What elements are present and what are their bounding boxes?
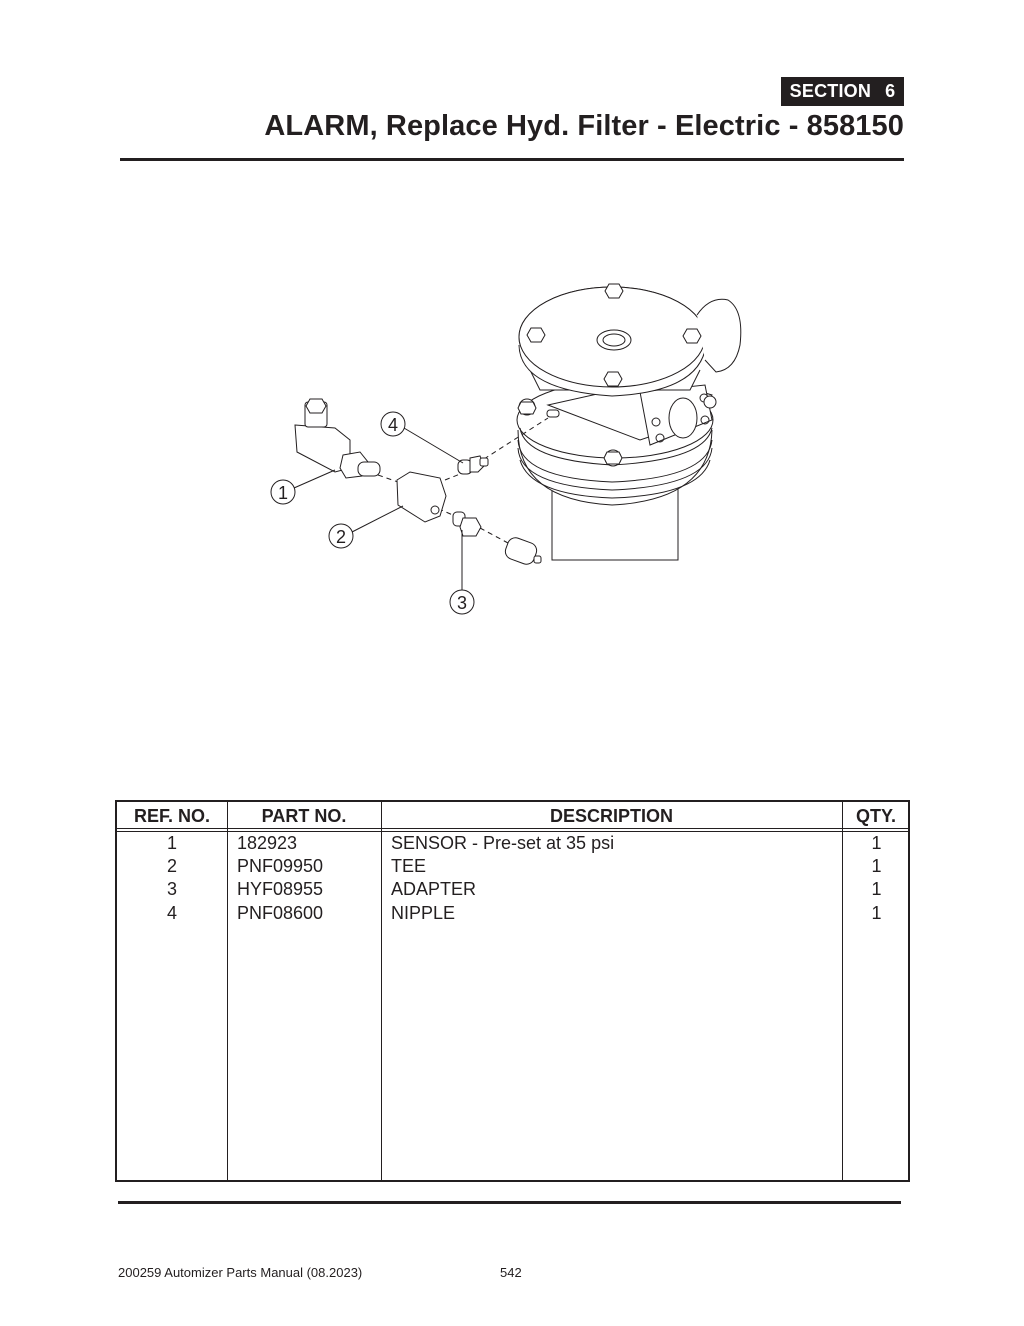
title-rule (120, 158, 904, 161)
ref-no: 3 (166, 879, 177, 899)
part-no: 182923 (237, 833, 298, 853)
qty: 1 (871, 903, 882, 923)
part-no: PNF08600 (237, 903, 324, 923)
part-no: PNF09950 (237, 856, 324, 876)
callout-3 (450, 530, 474, 614)
ref-no: 4 (166, 903, 177, 923)
header-qty: QTY. (855, 805, 896, 826)
table-row (117, 854, 908, 878)
header-part-no: PART NO. (261, 805, 347, 826)
table-row (117, 877, 908, 901)
header-description: DESCRIPTION (549, 805, 673, 826)
callout-1 (271, 470, 335, 504)
description: NIPPLE (391, 903, 456, 923)
ref-no: 1 (166, 833, 177, 853)
header-ref-no: REF. NO. (133, 805, 210, 826)
section-label: SECTION (789, 81, 872, 101)
svg-text:3: 3 (456, 593, 468, 613)
electrical-connector (503, 536, 541, 567)
description: TEE (391, 856, 427, 876)
ref-no: 2 (166, 856, 177, 876)
section-number: 6 (885, 81, 896, 101)
part-4-nipple (458, 456, 488, 474)
svg-text:4: 4 (387, 415, 399, 435)
page-number: 542 (500, 1265, 522, 1280)
filter-housing (517, 284, 741, 560)
page-title: ALARM, Replace Hyd. Filter - Electric - 858150 (264, 110, 904, 142)
section-badge (781, 77, 904, 106)
description: SENSOR - Pre-set at 35 psi (391, 833, 615, 853)
table-row (117, 831, 908, 855)
manual-title: 200259 Automizer Parts Manual (08.2023) (118, 1265, 363, 1280)
part-3-adapter (453, 512, 481, 536)
qty: 1 (871, 879, 882, 899)
exploded-parts-diagram (250, 270, 750, 630)
part-1-sensor (295, 399, 380, 478)
qty: 1 (871, 833, 882, 853)
part-no: HYF08955 (237, 879, 324, 899)
svg-text:2: 2 (335, 527, 347, 547)
table-row (117, 901, 908, 925)
callout-4 (381, 412, 463, 463)
description: ADAPTER (391, 879, 477, 899)
parts-table (115, 800, 910, 1182)
part-2-tee (397, 472, 446, 522)
callout-2 (329, 506, 403, 548)
header-rule (117, 828, 908, 829)
qty: 1 (871, 856, 882, 876)
footer-rule (118, 1201, 901, 1204)
svg-text:1: 1 (277, 483, 289, 503)
